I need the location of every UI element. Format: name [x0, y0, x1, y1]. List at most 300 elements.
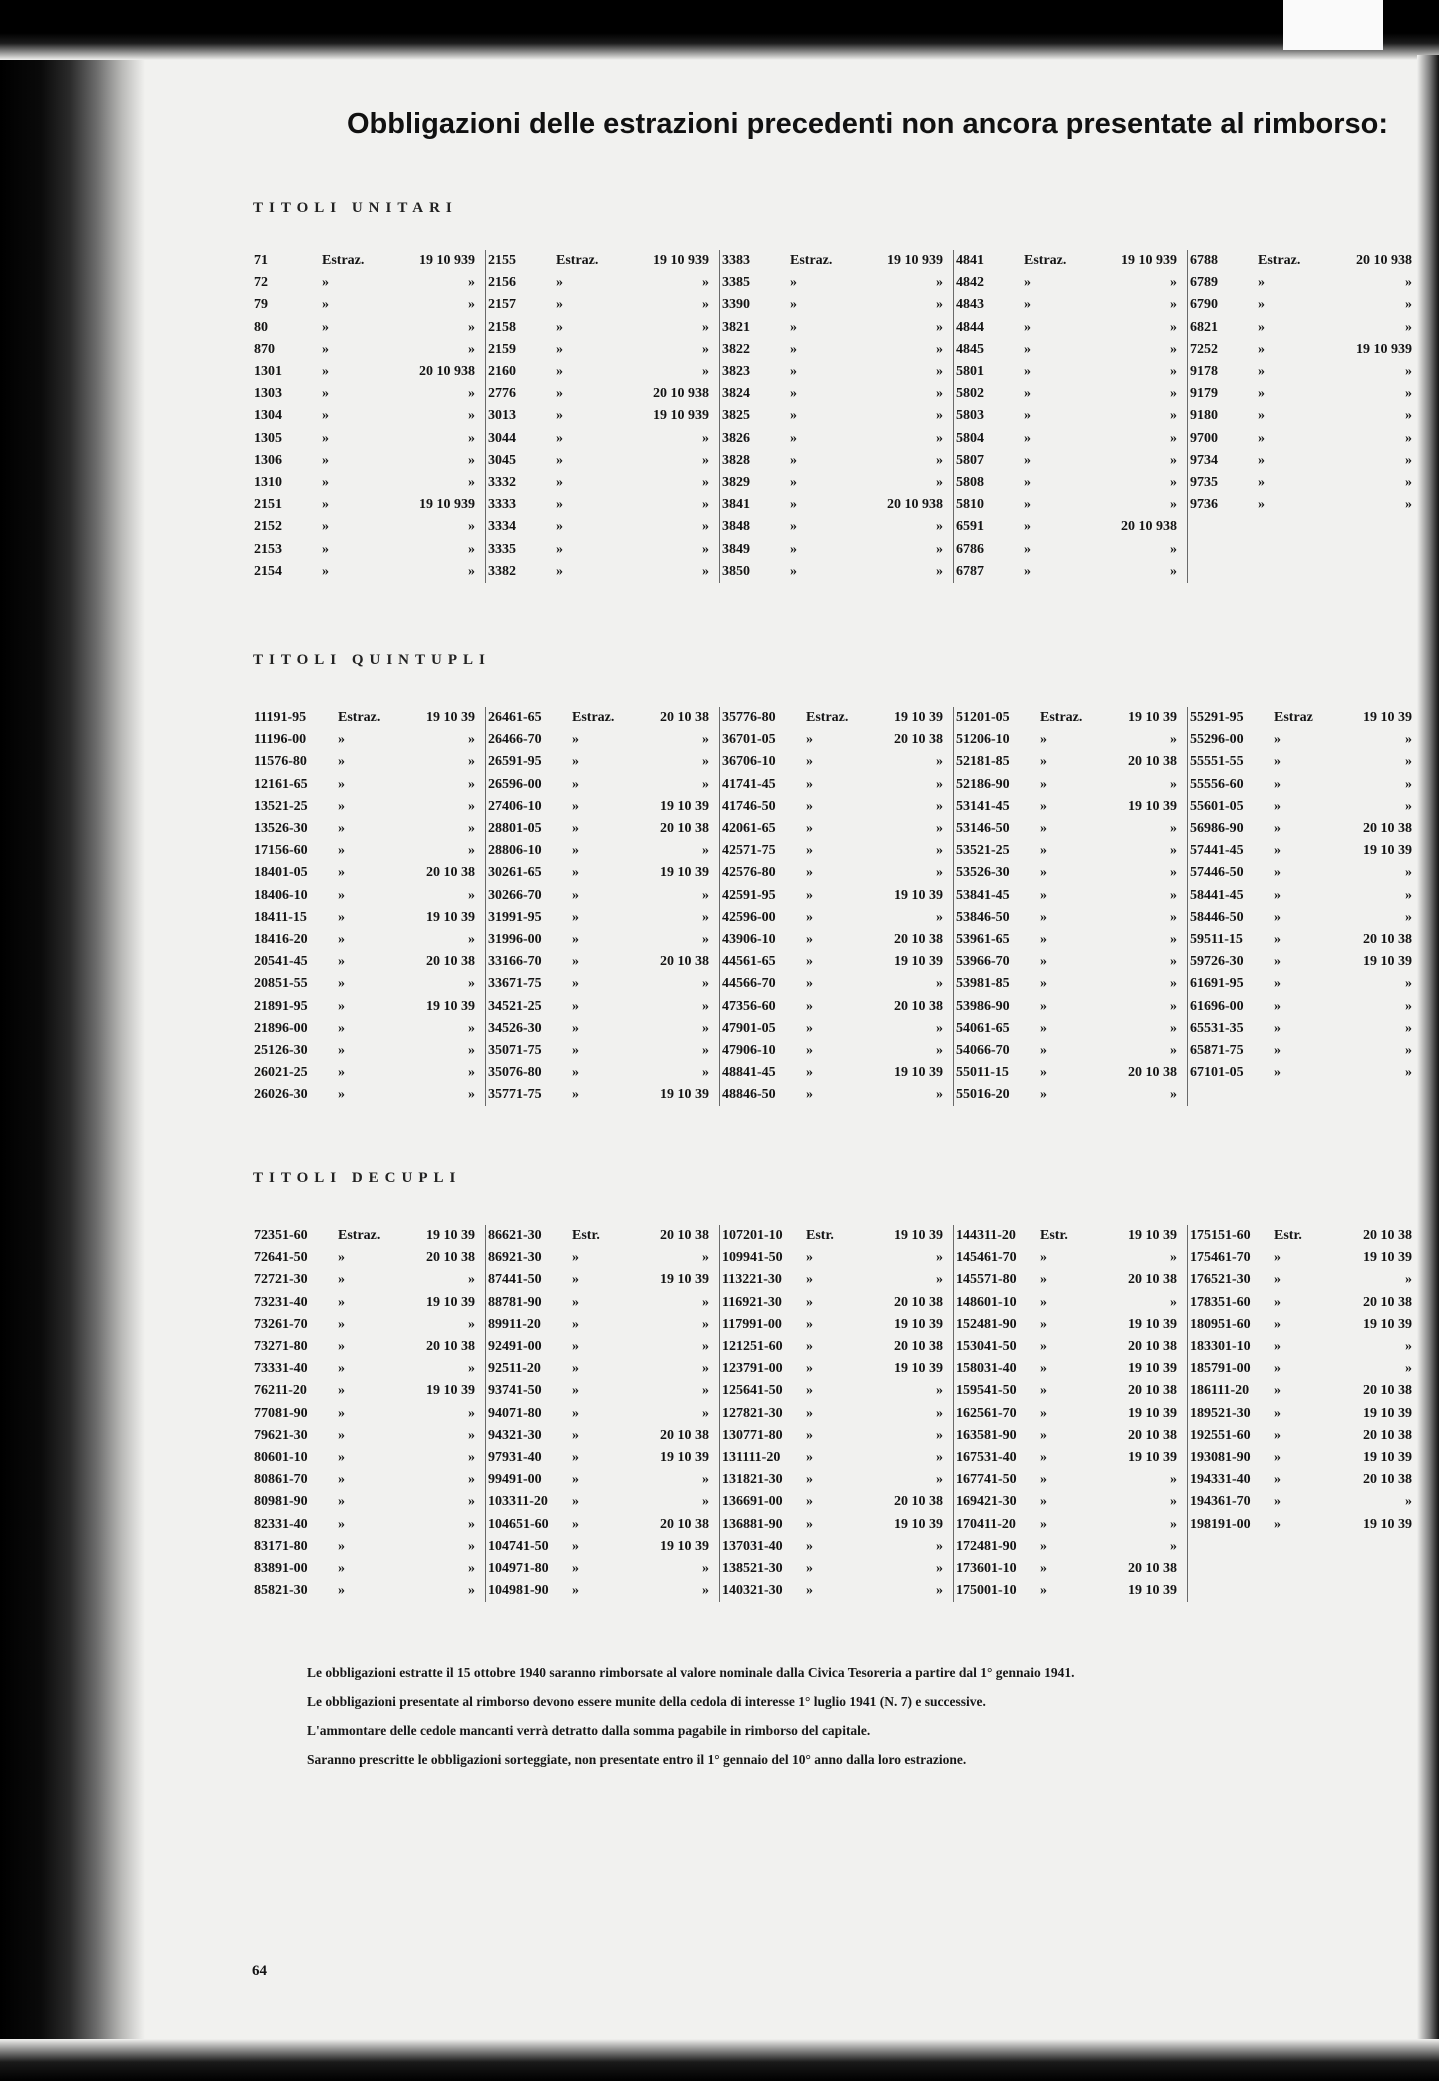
- draw-date: »: [1170, 776, 1177, 792]
- draw-date: »: [1170, 341, 1177, 357]
- draw-date: »: [1405, 865, 1412, 881]
- estraz-label: »: [1040, 976, 1047, 992]
- table-row: [254, 1536, 479, 1558]
- estraz-label: »: [1040, 1383, 1047, 1399]
- bond-number: 18411-15: [254, 909, 307, 925]
- table-row: [722, 1314, 947, 1336]
- draw-date: »: [936, 1087, 943, 1103]
- draw-date: »: [468, 297, 475, 313]
- draw-date: »: [1170, 1042, 1177, 1058]
- draw-date: »: [468, 319, 475, 335]
- estraz-label: »: [790, 541, 797, 557]
- estraz-label: »: [556, 319, 563, 335]
- draw-date: 19 10 39: [1128, 710, 1177, 726]
- draw-date: 19 10 39: [1363, 710, 1412, 726]
- draw-date: 19 10 39: [1363, 1316, 1412, 1332]
- table-row: [722, 339, 947, 361]
- draw-date: »: [702, 976, 709, 992]
- draw-date: 20 10 38: [660, 1228, 709, 1244]
- table-row: [1190, 294, 1416, 316]
- table-row: [956, 1536, 1181, 1558]
- table-row: [722, 1558, 947, 1580]
- table-row: [254, 538, 479, 560]
- estraz-label: »: [1274, 1250, 1281, 1266]
- table-row: [1190, 751, 1416, 773]
- estraz-label: »: [806, 843, 813, 859]
- bond-number: 33671-75: [488, 976, 542, 992]
- draw-date: »: [1170, 1294, 1177, 1310]
- draw-date: »: [1405, 364, 1412, 380]
- estraz-label: »: [1040, 1516, 1047, 1532]
- bond-number: 4842: [956, 275, 984, 291]
- table-row: [1190, 973, 1416, 995]
- bond-number: 80861-70: [254, 1472, 308, 1488]
- bond-number: 83171-80: [254, 1538, 308, 1554]
- draw-date: »: [702, 319, 709, 335]
- scan-shadow-bottom: [0, 2039, 1439, 2081]
- bond-number: 47356-60: [722, 998, 776, 1014]
- bond-number: 61691-95: [1190, 976, 1244, 992]
- draw-date: »: [1170, 452, 1177, 468]
- bond-number: 31991-95: [488, 909, 542, 925]
- estraz-label: »: [338, 1494, 345, 1510]
- table-row: [956, 995, 1181, 1017]
- draw-date: »: [1405, 1065, 1412, 1081]
- estraz-label: »: [1274, 1472, 1281, 1488]
- draw-date: »: [1405, 1020, 1412, 1036]
- estraz-label: »: [338, 976, 345, 992]
- table-row: [254, 1018, 479, 1040]
- estraz-label: »: [338, 1516, 345, 1532]
- estraz-label: »: [338, 821, 345, 837]
- estraz-label: »: [556, 341, 563, 357]
- table-row: [488, 428, 713, 450]
- estraz-label: »: [806, 887, 813, 903]
- table-row: [488, 450, 713, 472]
- table-row: [254, 1403, 479, 1425]
- scan-shadow-top: [0, 0, 1439, 60]
- table-row: [956, 538, 1181, 560]
- table-row: [722, 862, 947, 884]
- estraz-label: »: [1040, 1583, 1047, 1599]
- estraz-label: »: [556, 408, 563, 424]
- bond-number: 109941-50: [722, 1250, 783, 1266]
- table-column: [486, 1225, 720, 1602]
- estraz-label: »: [806, 1449, 813, 1465]
- draw-date: »: [702, 931, 709, 947]
- estraz-label: »: [322, 497, 329, 513]
- draw-date: 19 10 39: [660, 1449, 709, 1465]
- draw-date: »: [1170, 909, 1177, 925]
- bond-number: 170411-20: [956, 1516, 1016, 1532]
- table-row: [488, 951, 713, 973]
- draw-date: »: [1405, 1494, 1412, 1510]
- table-row: [1190, 1425, 1416, 1447]
- draw-date: 19 10 39: [1363, 843, 1412, 859]
- estraz-label: »: [1040, 1472, 1047, 1488]
- table-row: [488, 995, 713, 1017]
- bond-number: 42571-75: [722, 843, 776, 859]
- estraz-label: »: [1024, 319, 1031, 335]
- estraz-label: »: [572, 865, 579, 881]
- bond-number: 53846-50: [956, 909, 1010, 925]
- estraz-label: »: [556, 275, 563, 291]
- bond-number: 9700: [1190, 430, 1218, 446]
- bond-number: 5803: [956, 408, 984, 424]
- table-row: [254, 450, 479, 472]
- draw-date: »: [702, 1065, 709, 1081]
- bond-number: 3849: [722, 541, 750, 557]
- estraz-label: »: [338, 798, 345, 814]
- table-row: [488, 339, 713, 361]
- estraz-label: »: [1274, 1272, 1281, 1288]
- bond-number: 59511-15: [1190, 931, 1243, 947]
- estraz-label: »: [572, 1339, 579, 1355]
- bond-number: 42576-80: [722, 865, 776, 881]
- bond-number: 53521-25: [956, 843, 1010, 859]
- draw-date: »: [936, 1272, 943, 1288]
- estraz-label: »: [806, 1065, 813, 1081]
- table-row: [1190, 1225, 1416, 1247]
- bond-number: 159541-50: [956, 1383, 1017, 1399]
- estraz-label: »: [1040, 1560, 1047, 1576]
- draw-date: »: [702, 341, 709, 357]
- draw-date: »: [936, 519, 943, 535]
- estraz-label: »: [322, 364, 329, 380]
- draw-date: »: [1405, 319, 1412, 335]
- bond-number: 3823: [722, 364, 750, 380]
- estraz-label: Estr.: [1274, 1228, 1302, 1244]
- bond-number: 94071-80: [488, 1405, 542, 1421]
- estraz-label: »: [338, 865, 345, 881]
- draw-date: »: [1170, 931, 1177, 947]
- table-column: [252, 707, 486, 1106]
- draw-date: »: [702, 474, 709, 490]
- table-row: [254, 1040, 479, 1062]
- bond-number: 194331-40: [1190, 1472, 1251, 1488]
- table-row: [722, 1062, 947, 1084]
- draw-date: »: [1170, 563, 1177, 579]
- table-row: [488, 1084, 713, 1106]
- table-row: [488, 1225, 713, 1247]
- table-row: [488, 383, 713, 405]
- draw-date: 19 10 39: [894, 954, 943, 970]
- table-row: [488, 250, 713, 272]
- draw-date: 19 10 39: [1363, 1405, 1412, 1421]
- estraz-label: »: [790, 275, 797, 291]
- bond-number: 5810: [956, 497, 984, 513]
- draw-date: 20 10 38: [1128, 1065, 1177, 1081]
- draw-date: 19 10 39: [1128, 1228, 1177, 1244]
- table-column: [1188, 1225, 1422, 1602]
- estraz-label: »: [556, 452, 563, 468]
- draw-date: 19 10 39: [426, 710, 475, 726]
- estraz-label: »: [572, 1361, 579, 1377]
- estraz-label: »: [806, 1361, 813, 1377]
- bond-number: 107201-10: [722, 1228, 783, 1244]
- draw-date: »: [1170, 1494, 1177, 1510]
- draw-date: »: [1170, 1020, 1177, 1036]
- bond-number: 152481-90: [956, 1316, 1017, 1332]
- estraz-label: Estr.: [806, 1228, 834, 1244]
- estraz-label: »: [806, 1294, 813, 1310]
- estraz-label: »: [806, 1339, 813, 1355]
- table-row: [956, 929, 1181, 951]
- table-row: [1190, 1358, 1416, 1380]
- draw-date: »: [1170, 497, 1177, 513]
- estraz-label: »: [572, 1383, 579, 1399]
- draw-date: »: [936, 798, 943, 814]
- table-row: [956, 862, 1181, 884]
- draw-date: »: [936, 1538, 943, 1554]
- estraz-label: »: [1040, 1427, 1047, 1443]
- bond-number: 26021-25: [254, 1065, 308, 1081]
- table-row: [488, 1314, 713, 1336]
- estraz-label: »: [1024, 341, 1031, 357]
- estraz-label: »: [1024, 275, 1031, 291]
- table-column: [954, 250, 1188, 583]
- table-row: [488, 885, 713, 907]
- table-row: [254, 1225, 479, 1247]
- draw-date: »: [702, 909, 709, 925]
- draw-date: »: [936, 776, 943, 792]
- table-row: [722, 561, 947, 583]
- estraz-label: »: [1258, 452, 1265, 468]
- table-row: [254, 317, 479, 339]
- draw-date: »: [1170, 1250, 1177, 1266]
- table-row: [488, 818, 713, 840]
- page-number: 64: [252, 1963, 267, 1979]
- estraz-label: »: [322, 541, 329, 557]
- table-row: [488, 1425, 713, 1447]
- table-row: [488, 973, 713, 995]
- draw-date: »: [1405, 1272, 1412, 1288]
- estraz-label: »: [1040, 887, 1047, 903]
- estraz-label: »: [1024, 541, 1031, 557]
- bond-number: 79: [254, 297, 268, 313]
- estraz-label: »: [1258, 474, 1265, 490]
- draw-date: »: [468, 1516, 475, 1532]
- draw-date: »: [1170, 1516, 1177, 1532]
- table-row: [722, 1447, 947, 1469]
- estraz-label: »: [556, 497, 563, 513]
- bond-number: 72641-50: [254, 1250, 308, 1266]
- table-column: [954, 707, 1188, 1106]
- table-row: [488, 361, 713, 383]
- bond-number: 104971-80: [488, 1560, 549, 1576]
- estraz-label: »: [1274, 909, 1281, 925]
- bond-number: 3822: [722, 341, 750, 357]
- draw-date: »: [1170, 865, 1177, 881]
- estraz-label: »: [556, 386, 563, 402]
- bond-number: 30261-65: [488, 865, 542, 881]
- estraz-label: »: [1040, 754, 1047, 770]
- estraz-label: »: [338, 909, 345, 925]
- table-row: [956, 818, 1181, 840]
- estraz-label: »: [338, 1405, 345, 1421]
- bond-number: 9735: [1190, 474, 1218, 490]
- estraz-label: Estraz.: [1040, 710, 1083, 726]
- bond-number: 3382: [488, 563, 516, 579]
- estraz-label: »: [556, 519, 563, 535]
- table-row: [254, 862, 479, 884]
- table-row: [1190, 383, 1416, 405]
- table-row: [722, 450, 947, 472]
- estraz-label: »: [1024, 408, 1031, 424]
- bond-number: 183301-10: [1190, 1339, 1251, 1355]
- draw-date: »: [936, 754, 943, 770]
- bond-number: 189521-30: [1190, 1405, 1251, 1421]
- bond-number: 2157: [488, 297, 516, 313]
- draw-date: 19 10 39: [894, 1316, 943, 1332]
- bond-number: 148601-10: [956, 1294, 1017, 1310]
- bond-number: 11196-00: [254, 732, 307, 748]
- draw-date: »: [468, 563, 475, 579]
- bond-number: 194361-70: [1190, 1494, 1251, 1510]
- table-row: [488, 405, 713, 427]
- table-row: [1190, 907, 1416, 929]
- bond-number: 2153: [254, 541, 282, 557]
- draw-date: 20 10 38: [426, 1339, 475, 1355]
- draw-date: »: [702, 1383, 709, 1399]
- draw-date: »: [936, 1020, 943, 1036]
- table-column: [252, 250, 486, 583]
- draw-date: »: [468, 1405, 475, 1421]
- bond-number: 870: [254, 341, 275, 357]
- bond-number: 18401-05: [254, 865, 308, 881]
- draw-date: »: [1405, 1361, 1412, 1377]
- table-row: [722, 1225, 947, 1247]
- table-row: [956, 383, 1181, 405]
- estraz-label: »: [322, 297, 329, 313]
- bond-number: 80601-10: [254, 1449, 308, 1465]
- table-row: [956, 494, 1181, 516]
- estraz-label: »: [338, 1472, 345, 1488]
- table-row: [1190, 862, 1416, 884]
- bond-number: 13526-30: [254, 821, 308, 837]
- draw-date: »: [468, 732, 475, 748]
- estraz-label: »: [806, 909, 813, 925]
- bond-number: 186111-20: [1190, 1383, 1250, 1399]
- bond-number: 5801: [956, 364, 984, 380]
- estraz-label: »: [322, 386, 329, 402]
- bond-number: 9179: [1190, 386, 1218, 402]
- table-row: [956, 774, 1181, 796]
- draw-date: »: [702, 887, 709, 903]
- table-row: [488, 1292, 713, 1314]
- draw-date: »: [936, 430, 943, 446]
- estraz-label: »: [338, 1427, 345, 1443]
- estraz-label: Estr.: [1040, 1228, 1068, 1244]
- draw-date: »: [702, 519, 709, 535]
- draw-date: »: [1405, 430, 1412, 446]
- estraz-label: »: [572, 1020, 579, 1036]
- table-row: [254, 1380, 479, 1402]
- estraz-label: »: [790, 319, 797, 335]
- bond-number: 9734: [1190, 452, 1218, 468]
- draw-date: »: [936, 1427, 943, 1443]
- table-row: [956, 1580, 1181, 1602]
- estraz-label: »: [1040, 909, 1047, 925]
- bond-number: 76211-20: [254, 1383, 307, 1399]
- estraz-label: »: [572, 887, 579, 903]
- table-row: [1190, 1314, 1416, 1336]
- draw-date: »: [702, 776, 709, 792]
- table-row: [254, 1292, 479, 1314]
- draw-date: »: [1405, 976, 1412, 992]
- estraz-label: »: [1040, 843, 1047, 859]
- draw-date: »: [936, 1560, 943, 1576]
- bond-number: 3848: [722, 519, 750, 535]
- bond-number: 3335: [488, 541, 516, 557]
- estraz-label: »: [1274, 1020, 1281, 1036]
- bond-number: 117991-00: [722, 1316, 782, 1332]
- table-titoli-quintupli: [252, 707, 1422, 1106]
- bond-number: 34521-25: [488, 998, 542, 1014]
- table-row: [254, 294, 479, 316]
- table-row: [254, 1447, 479, 1469]
- notes-block: [307, 1665, 1407, 1781]
- bond-number: 85821-30: [254, 1583, 308, 1599]
- table-row: [956, 1513, 1181, 1535]
- table-column: [720, 707, 954, 1106]
- estraz-label: »: [1040, 1538, 1047, 1554]
- estraz-label: »: [1024, 386, 1031, 402]
- bond-number: 58441-45: [1190, 887, 1244, 903]
- draw-date: 19 10 39: [1128, 1361, 1177, 1377]
- estraz-label: »: [338, 1042, 345, 1058]
- estraz-label: »: [790, 452, 797, 468]
- table-row: [956, 561, 1181, 583]
- draw-date: »: [468, 976, 475, 992]
- draw-date: 20 10 38: [660, 954, 709, 970]
- bond-number: 53526-30: [956, 865, 1010, 881]
- draw-date: 20 10 38: [1363, 1228, 1412, 1244]
- bond-number: 3841: [722, 497, 750, 513]
- draw-date: 19 10 39: [660, 1272, 709, 1288]
- estraz-label: »: [1024, 519, 1031, 535]
- draw-date: 20 10 38: [894, 998, 943, 1014]
- estraz-label: »: [1040, 931, 1047, 947]
- bond-number: 35071-75: [488, 1042, 542, 1058]
- draw-date: »: [936, 1583, 943, 1599]
- estraz-label: »: [322, 563, 329, 579]
- estraz-label: »: [806, 865, 813, 881]
- draw-date: »: [1405, 497, 1412, 513]
- estraz-label: »: [556, 474, 563, 490]
- table-row: [956, 1491, 1181, 1513]
- table-row: [488, 317, 713, 339]
- table-row: [254, 1314, 479, 1336]
- estraz-label: »: [1040, 1087, 1047, 1103]
- bond-number: 26596-00: [488, 776, 542, 792]
- estraz-label: »: [556, 364, 563, 380]
- draw-date: »: [468, 1361, 475, 1377]
- estraz-label: »: [1274, 1449, 1281, 1465]
- draw-date: »: [468, 1449, 475, 1465]
- draw-date: 19 10 39: [1128, 798, 1177, 814]
- estraz-label: »: [572, 1560, 579, 1576]
- bond-number: 42596-00: [722, 909, 776, 925]
- draw-date: »: [1170, 1538, 1177, 1554]
- estraz-label: »: [338, 776, 345, 792]
- estraz-label: »: [572, 1494, 579, 1510]
- estraz-label: »: [572, 1516, 579, 1532]
- bond-number: 113221-30: [722, 1272, 782, 1288]
- table-row: [722, 516, 947, 538]
- table-row: [488, 796, 713, 818]
- estraz-label: »: [1274, 843, 1281, 859]
